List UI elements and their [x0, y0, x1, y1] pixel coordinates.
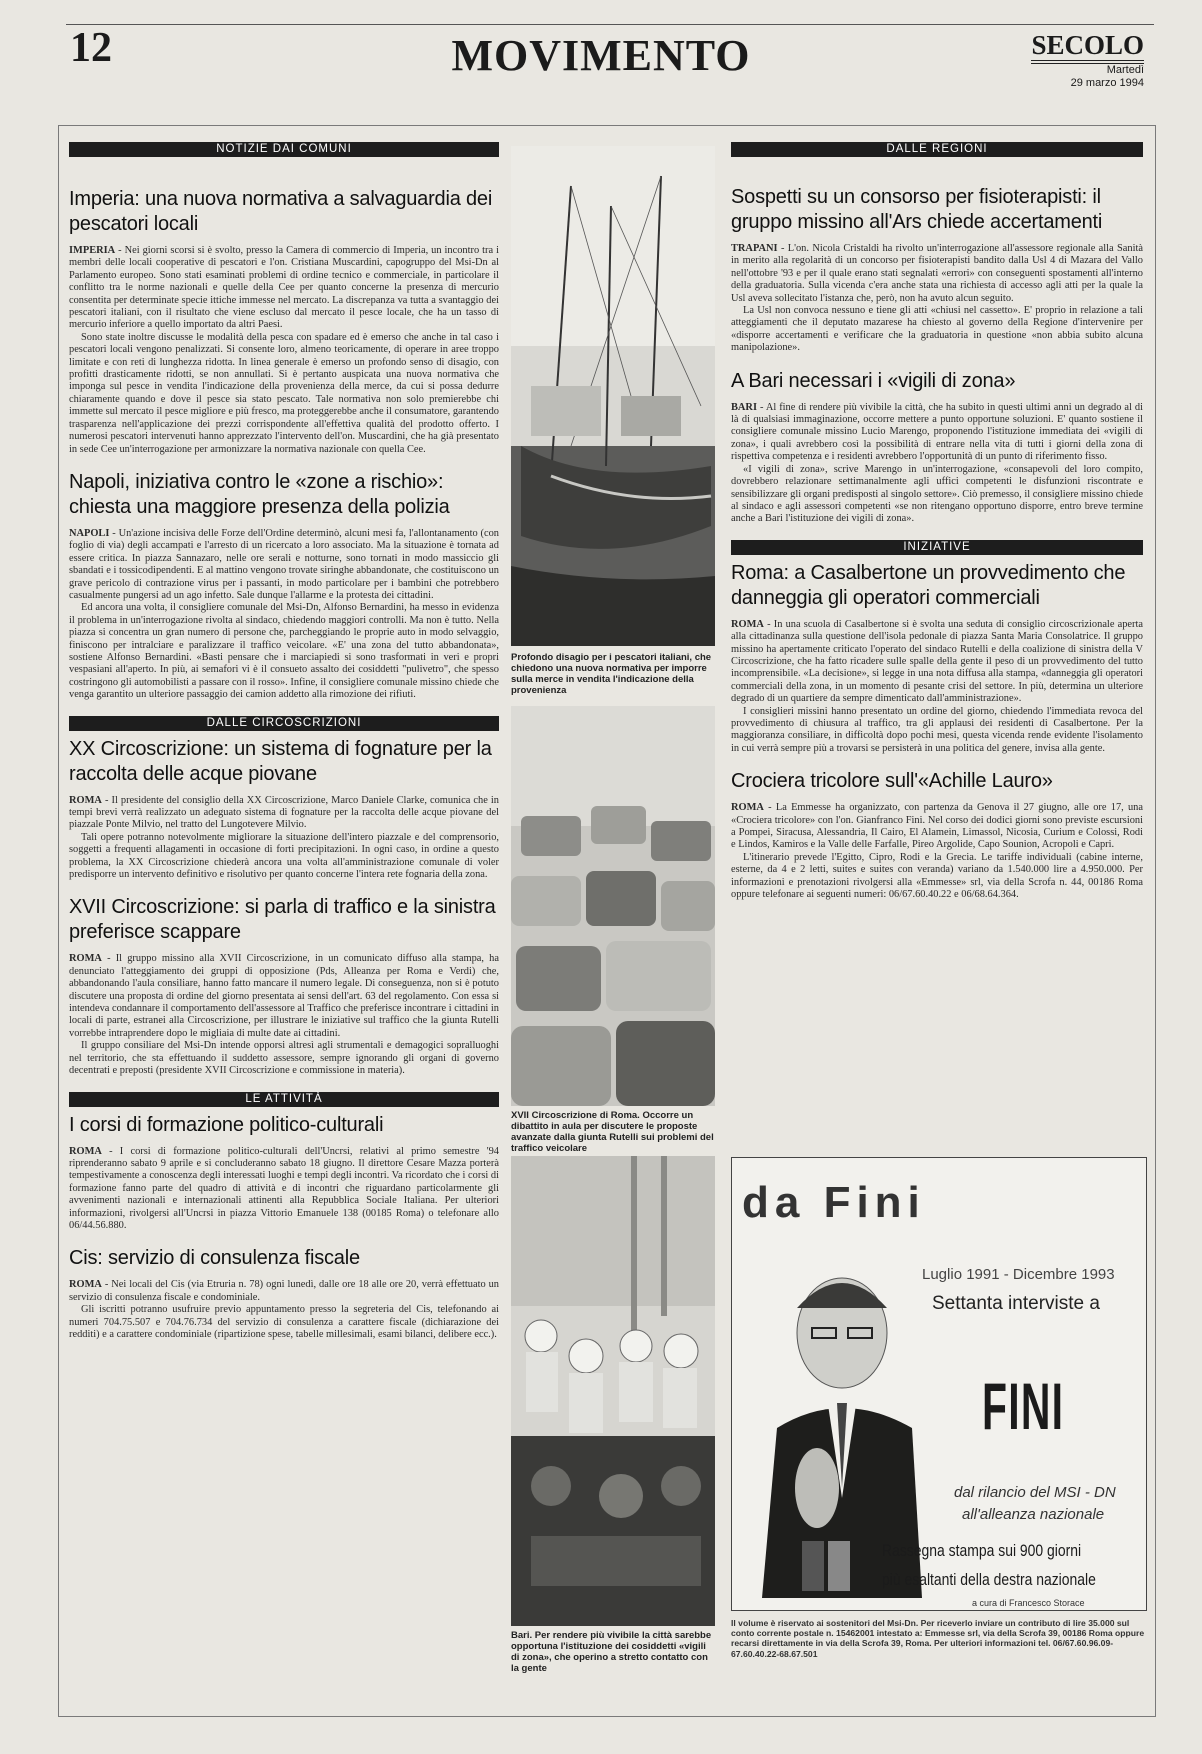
- photo-police: [511, 1156, 715, 1626]
- section-title: MOVIMENTO: [451, 31, 751, 80]
- section-bar-circoscrizioni: DALLE CIRCOSCRIZIONI: [69, 716, 499, 731]
- masthead-date: 29 marzo 1994: [1070, 77, 1144, 89]
- dateline: IMPERIA: [69, 245, 116, 256]
- article-headline: Roma: a Casalbertone un provvedimento che danneggia gli operatori commerciali: [731, 561, 1126, 609]
- paragraph: - Il gruppo missino alla XVII Circoscrizione, in un comunicato diffuso alla stampa, ha denunciato l'atteggiamento dei gruppi di opposizione (Pds, Alleanza per Roma e Verdi) che, abbandonando l'aula consiliare, hanno fatto mancare il numero legale. Di conseguenza, non si è potuto discutere una proposta di ordine del giorno presentata ai sensi dell'art. 63 del regolamento. Con essa si intendeva condannare il comportamento dell'assessore al Traffico che preferisce incontrare i cittadini in locali di parte, estranei alla Circoscrizione, per illustrare le iniziative sul traffico che la giunta Rutelli vorrebbe intraprendere dopo le migliaia di multe date ai cittadini.: [69, 953, 499, 1039]
- article-headline: XX Circoscrizione: un sistema di fognature per la raccolta delle acque piovane: [69, 737, 492, 785]
- paragraph: - Un'azione incisiva delle Forze dell'Ordine determinò, alcuni mesi fa, l'allontanamento (con foglio di via) degli accampati e l'arresto di un ricercato a loro associato. Ma la situazione è tornata ad essere critica. In piazza Sannazaro, nelle ore serali e notturne, sono tornati in modo massiccio gli sbandati e i tossicodipendenti. E al mattino vengono trovate siringhe abbandonate, che costituiscono un grave pericolo di contrazione virus per i passanti, in modo particolare per i bambini che potrebbero casualmente pungersi ad un ago infetto. Sale dunque l'allarme e la protesta dei cittadini.: [69, 527, 499, 601]
- paragraph: Gli iscritti potranno usufruire previo appuntamento presso la segreteria del Cis, telefonando ai numeri 704.75.507 e 704.76.734 del servizio di consulenza a carattere fiscale (dichiarazione dei redditi) e a carattere condominiale (ripartizione spese, tabelle millesimali, esami bilanci, delibere ecc.).: [69, 1304, 499, 1340]
- article-headline: Imperia: una nuova normativa a salvaguardia dei pescatori locali: [69, 188, 493, 235]
- section-bar-regioni: DALLE REGIONI: [731, 142, 1143, 157]
- ad-period: Luglio 1991 - Dicembre 1993: [922, 1266, 1115, 1283]
- article-headline: Cis: servizio di consulenza fiscale: [69, 1247, 360, 1270]
- ad-interviews: Settanta interviste a: [932, 1293, 1100, 1314]
- paragraph: - In una scuola di Casalbertone si è svolta una seduta di consiglio circoscrizionale aperta alla cittadinanza sulla questione dell'isola pedonale di piazza Santa Maria Consolatrice. Il gruppo missino ha apertamente criticato l'operato del sindaco Rutelli e della coalizione di sinistra della V Circoscrizione, che ha fatto ricadere sulle spalle della gente il peso di un provvedimento del tutto incomprensibile. «La decisione», si legge in una nota diffusa alla stampa, «danneggia gli operatori commerciali della zona, in un momento di pesante crisi del settore. In più, determina un ulteriore degrado di un quartiere da sempre dimenticato dall'amministrazione».: [731, 618, 1143, 705]
- article-casalbertone: [725, 561, 1151, 755]
- ad-credit: a cura di Francesco Storace: [972, 1598, 1085, 1608]
- article-headline: Napoli, iniziativa contro le «zone a rischio»: chiesta una maggiore presenza della polizia: [69, 470, 450, 518]
- dateline: ROMA: [69, 953, 102, 965]
- article-body: [69, 528, 499, 702]
- left-column: [69, 142, 499, 1712]
- photo-fishing-boats: [511, 146, 715, 646]
- ad-name: FINI: [982, 1369, 1065, 1443]
- dateline: ROMA: [69, 794, 102, 806]
- dateline: ROMA: [731, 618, 764, 630]
- masthead: [1031, 30, 1144, 90]
- paragraph: - L'on. Nicola Cristaldi ha rivolto un'interrogazione all'assessore regionale alla Sanità in merito alla regolarità di un concorso per fisioterapisti bandito dalla Usl 4 di Mazara del Vallo nell'ottobre '93 e per il quale erano stati segnalati «errori» con conseguenti spostamenti all'interno della graduatoria. Sulla vicenda c'era anche stata una richiesta di accesso agli atti per la quale la Usl aveva sollecitato l'istanza che, però, non ha avuto alcun seguito.: [731, 243, 1143, 304]
- fishing-boats-image: [511, 146, 715, 646]
- paragraph: - I corsi di formazione politico-culturali dell'Uncrsi, relativi al primo semestre '94 riprenderanno sabato 9 aprile e si concluderanno sabato 18 giugno. Il direttore Cesare Mazza porterà tempestivamente a conoscenza degli interessati luoghi e tempi degli incontri. Va ricordato che i corsi di formazione fanno parte del quadro di attività e di incontri che riguardano particolarmente gli avvenimenti nazionali e internazionali attinenti alla Repubblica Sociale Italiana. Per ulteriori informazioni, rivolgersi all'Uncrsi in piazza Vittorio Emanuele 138 (00185 Roma) o telefonare allo 06/44.56.880.: [69, 1145, 499, 1231]
- paragraph: - Nei locali del Cis (via Etruria n. 78) ogni lunedì, dalle ore 18 alle ore 20, verrà effettuato un servizio di consulenza fiscale e condominiale.: [69, 1279, 499, 1303]
- traffic-image: [511, 706, 715, 1106]
- dateline: NAPOLI: [69, 527, 110, 539]
- photo-caption: Bari. Per rendere più vivibile la città sarebbe opportuna l'istituzione dei cosiddetti «vigili di zona», che operino a stretto contatto con la gente: [511, 1630, 712, 1674]
- article-headline: Sospetti su un consorso per fisioterapisti: il gruppo missino all'Ars chiede accertamenti: [731, 186, 1103, 233]
- police-image: [511, 1156, 715, 1626]
- ad-logo: da Fini: [742, 1178, 926, 1227]
- article-body: [69, 1279, 499, 1341]
- paragraph: «I vigili di zona», scrive Marengo in un'interrogazione, «consapevoli del loro compito, dovrebbero relazionare settimanalmente agli uffici competenti le disfunzioni riscontrate e sensibilizzare gli organi predisposti al singolo settore». Ciò premesso, il consigliere missino chiede al sindaco e agli assessori competenti «se non ritengano opportuno disporre, entro breve termine anche a Bari l'istituzione dei vigili di zona».: [731, 463, 1143, 525]
- article-body: [731, 402, 1143, 526]
- dateline: ROMA: [731, 802, 764, 814]
- paragraph: Sono state inoltre discusse le modalità della pesca con spadare ed è emerso che anche in tal caso i pescatori locali vengono penalizzati. Si consente loro, almeno teoricamente, di operare in aree troppo limitate e con reti di lunghezza ridotta. In linea generale è emerso un profondo senso di disagio, con profitti drasticamente ridotti, se non annullati. Si è pertanto auspicata una nuova normativa che imponga sul pesce in vendita l'indicazione della provenienza della merce, da cui si possa dedurre chiaramente quando e dove il pesce sia stato pescato. Tale normativa non solo premierebbe chi immette sul mercato il pesce migliore e più fresco, ma proteggerebbe anche il consumatore, garantendo trasparenza nell'applicazione dei prezzi corrispondente all'effettiva qualità del prodotto offerto. I numerosi pescatori intervenuti hanno apprezzato l'intervento dell'on. Muscardini, che ha già presentato in sede Cee un'interrogazione per armonizzare la normativa nazionale con quella Cee.: [69, 331, 499, 455]
- article-bari: [725, 369, 1151, 526]
- article-headline: XVII Circoscrizione: si parla di traffico e la sinistra preferisce scappare: [69, 896, 496, 944]
- paragraph: La Usl non convoca nessuno e tiene gli atti «chiusi nel cassetto». E' proprio in relazione a tali atteggiamenti che il deputato mazarese ha chiesto al governo della Regione d'intervenire per «disporre accertamenti e verificare che la graduatoria in questione «non abbia subito alcuna manipolazione».: [731, 305, 1143, 354]
- top-rule: [66, 24, 1154, 25]
- book-advertisement: [731, 1157, 1147, 1611]
- middle-column: [511, 146, 715, 1706]
- ad-subtitle-2: all'alleanza nazionale: [962, 1506, 1105, 1523]
- section-bar-iniziative: INIZIATIVE: [731, 540, 1143, 555]
- section-bar-attivita: LE ATTIVITÀ: [69, 1092, 499, 1107]
- ad-rassegna-2: più esaltanti della destra nazionale: [882, 1570, 1096, 1589]
- masthead-name: SECOLO: [1031, 30, 1144, 64]
- paragraph: Il gruppo consiliare del Msi-Dn intende opporsi altresì agli strumentali e demagogici sopralluoghi nel territorio, che sta effettuando il suddetto assessore, sempre ignorando gli organi di governo decentrati e preposti (presidente XVII Circoscrizione e commissione in materia).: [69, 1040, 499, 1077]
- dateline: ROMA: [69, 1145, 102, 1157]
- page-number: 12: [70, 25, 112, 71]
- dateline: BARI: [731, 401, 757, 413]
- article-cis: [69, 1246, 499, 1341]
- article-body: [69, 1146, 499, 1233]
- article-crociera: [725, 769, 1151, 901]
- article-body: [69, 795, 499, 882]
- paragraph: - Al fine di rendere più vivibile la città, che ha subito in questi ultimi anni un degrado al di là di qualsiasi immaginazione, occorre mettere a punto opportune soluzioni. E' quanto sostiene il consigliere comunale missino Lucio Marengo, proponendo l'istituzione immediata dei «vigili di zona», i quali avrebbero così la possibilità di entrare nella vita di tutti i giorni della zona di rispettiva competenza e i residenti avrebbero l'opportunità di un punto di riferimento fisso.: [731, 401, 1143, 463]
- book-icon: [792, 1536, 872, 1596]
- article-napoli: [69, 470, 499, 702]
- paragraph: - Il presidente del consiglio della XX Circoscrizione, Marco Daniele Clarke, comunica che in tempi brevi verrà realizzato un adeguato sistema di fognature per la raccolta delle acque piovane del piazzale Ponte Milvio, nel tratto del Lungotevere Milvio.: [69, 794, 499, 831]
- article-xvii-circoscrizione: [69, 895, 499, 1077]
- photo-caption: XVII Circoscrizione di Roma. Occorre un dibattito in aula per discutere le proposte avanzate dalla giunta Rutelli sui problemi del traffico veicolare: [511, 1110, 714, 1154]
- article-body: [731, 619, 1143, 755]
- article-body: [69, 953, 499, 1077]
- article-headline: A Bari necessari i «vigili di zona»: [731, 369, 1016, 392]
- article-body: [69, 245, 499, 456]
- article-trapani: [725, 185, 1151, 355]
- dateline: TRAPANI: [731, 243, 778, 254]
- ad-subtitle-1: dal rilancio del MSI - DN: [954, 1484, 1116, 1501]
- article-body: [731, 802, 1143, 901]
- ad-rassegna-1: Rassegna stampa sui 900 giorni: [882, 1541, 1082, 1560]
- right-column: [725, 142, 1151, 1712]
- content-frame: [58, 125, 1156, 1717]
- paragraph: Tali opere potranno notevolmente migliorare la situazione dell'intero piazzale e del comprensorio, soggetti a frequenti allagamenti in occasione di forti precipitazioni. In ogni caso, in ordine a questo problema, la XX Circoscrizione chiederà ancora una volta all'amministrazione comunale di voler predisporre un intervento definitivo e risolutivo per quanto concerne l'intera rete fognaria della zona.: [69, 831, 499, 881]
- photo-traffic: [511, 706, 715, 1106]
- paragraph: - Nei giorni scorsi si è svolto, presso la Camera di commercio di Imperia, un incontro tra i membri delle locali cooperative di pescatori e l'on. Cristiana Muscardini, capogruppo del Msi-Dn al Parlamento europeo. Sono stati esaminati problemi di ordine tecnico e commerciale, in particolare il conflitto tra le norme nazionali e quelle della Cee per quanto concerne la presenza di mercurio consentita per determinate specie ittiche immesse nel mercato. La discrepanza va tutta a svantaggio dei pescatori italiani, con il risultato che viene escluso dal mercato il pesce locale, che ha un tasso di mercurio inferiore a quello importato da altri Paesi.: [69, 245, 499, 331]
- photo-caption: Profondo disagio per i pescatori italiani, che chiedono una nuova normativa per imporre sulla merce in vendita l'indicazione della provenienza: [511, 652, 712, 696]
- article-headline: I corsi di formazione politico-culturali: [69, 1113, 384, 1136]
- article-imperia: [69, 187, 499, 456]
- paragraph: I consiglieri missini hanno presentato un ordine del giorno, chiedendo l'immediata revoca del provvedimento di chiusura al traffico, tra gli applausi dei residenti di Casalbertone. Per la maggioranza consiliare, in difficoltà dopo pochi mesi, questa vicenda rende evidente l'isolamento in cui verrà sempre più a trovarsi se persisterà in una politica del genere, invisa alla gente.: [731, 705, 1143, 754]
- article-headline: Crociera tricolore sull'«Achille Lauro»: [731, 770, 1053, 793]
- masthead-day: Martedì: [1106, 64, 1144, 76]
- paragraph: L'itinerario prevede l'Egitto, Cipro, Rodi e la Grecia. Le tariffe individuali (cabine interne, esterne, da 4 e 2 letti, suites e suites con veranda) variano da 1.540.000 lire a 4.950.000. Per informazioni e prenotazioni rivolgersi alla «Emmesse» srl, via della Scrofa n. 44, 00186 Roma oppure telefonare ai seguenti numeri: 06/67.60.40.22 e 06/68.64.364.: [731, 851, 1143, 901]
- dateline: ROMA: [69, 1279, 102, 1291]
- paragraph: - La Emmesse ha organizzato, con partenza da Genova il 27 giugno, alle ore 17, una «Crociera tricolore» con l'on. Gianfranco Fini. Nel corso dei dodici giorni sono previste escursioni a Pompei, Siracusa, Alessandria, Il Cairo, El Alamein, Limassol, Nicosia, Curium e Colossi, Rodi e Lindos, Kamiros e la Valle delle Farfalle, Pireo Argolide, Capo Sounion, Acropoli e Capri.: [731, 802, 1143, 851]
- section-bar-notizie: NOTIZIE DAI COMUNI: [69, 142, 499, 157]
- article-corsi: [69, 1113, 499, 1233]
- ad-fine-print: Il volume è riservato ai sostenitori del Msi-Dn. Per riceverlo inviare un contributo di lire 35.000 sul conto corrente postale n. 15462001 intestato a: Emmesse srl, via della Scrofa 39, 00186 Roma oppure recarsi direttamente in via della Scrofa 39, Roma. Per ulteriori informazioni tel. 06/67.60.96.09-67.60.40.22-68.67.501: [731, 1618, 1145, 1659]
- paragraph: Ed ancora una volta, il consigliere comunale del Msi-Dn, Alfonso Bernardini, ha messo in evidenza il problema in un'interrogazione rivolta al sindaco, chiedendo maggiori controlli. Ma non è tutto. Nella piazza si concentra un gran numero di persone che, parcheggiando le proprie auto in modo selvaggio, finiscono per intralciare e paralizzare il traffico veicolare. «E' una zona del tutto abbandonata», sostiene Alfonso Bernardini. «Basti pensare che i marciapiedi si sono trasformati in veri e propri vespasiani all'aperto. In più, ai semafori vi è il consueto assalto dei cosiddetti "pulivetro", che spesso costringono gli automobilisti a passare con il rosso». Infine, il consigliere comunale missino chiede che venga garantito un ulteriore passaggio dei camion addetto alla rimozione dei rifiuti.: [69, 602, 499, 701]
- article-xx-circoscrizione: [69, 737, 499, 882]
- article-body: [731, 243, 1143, 355]
